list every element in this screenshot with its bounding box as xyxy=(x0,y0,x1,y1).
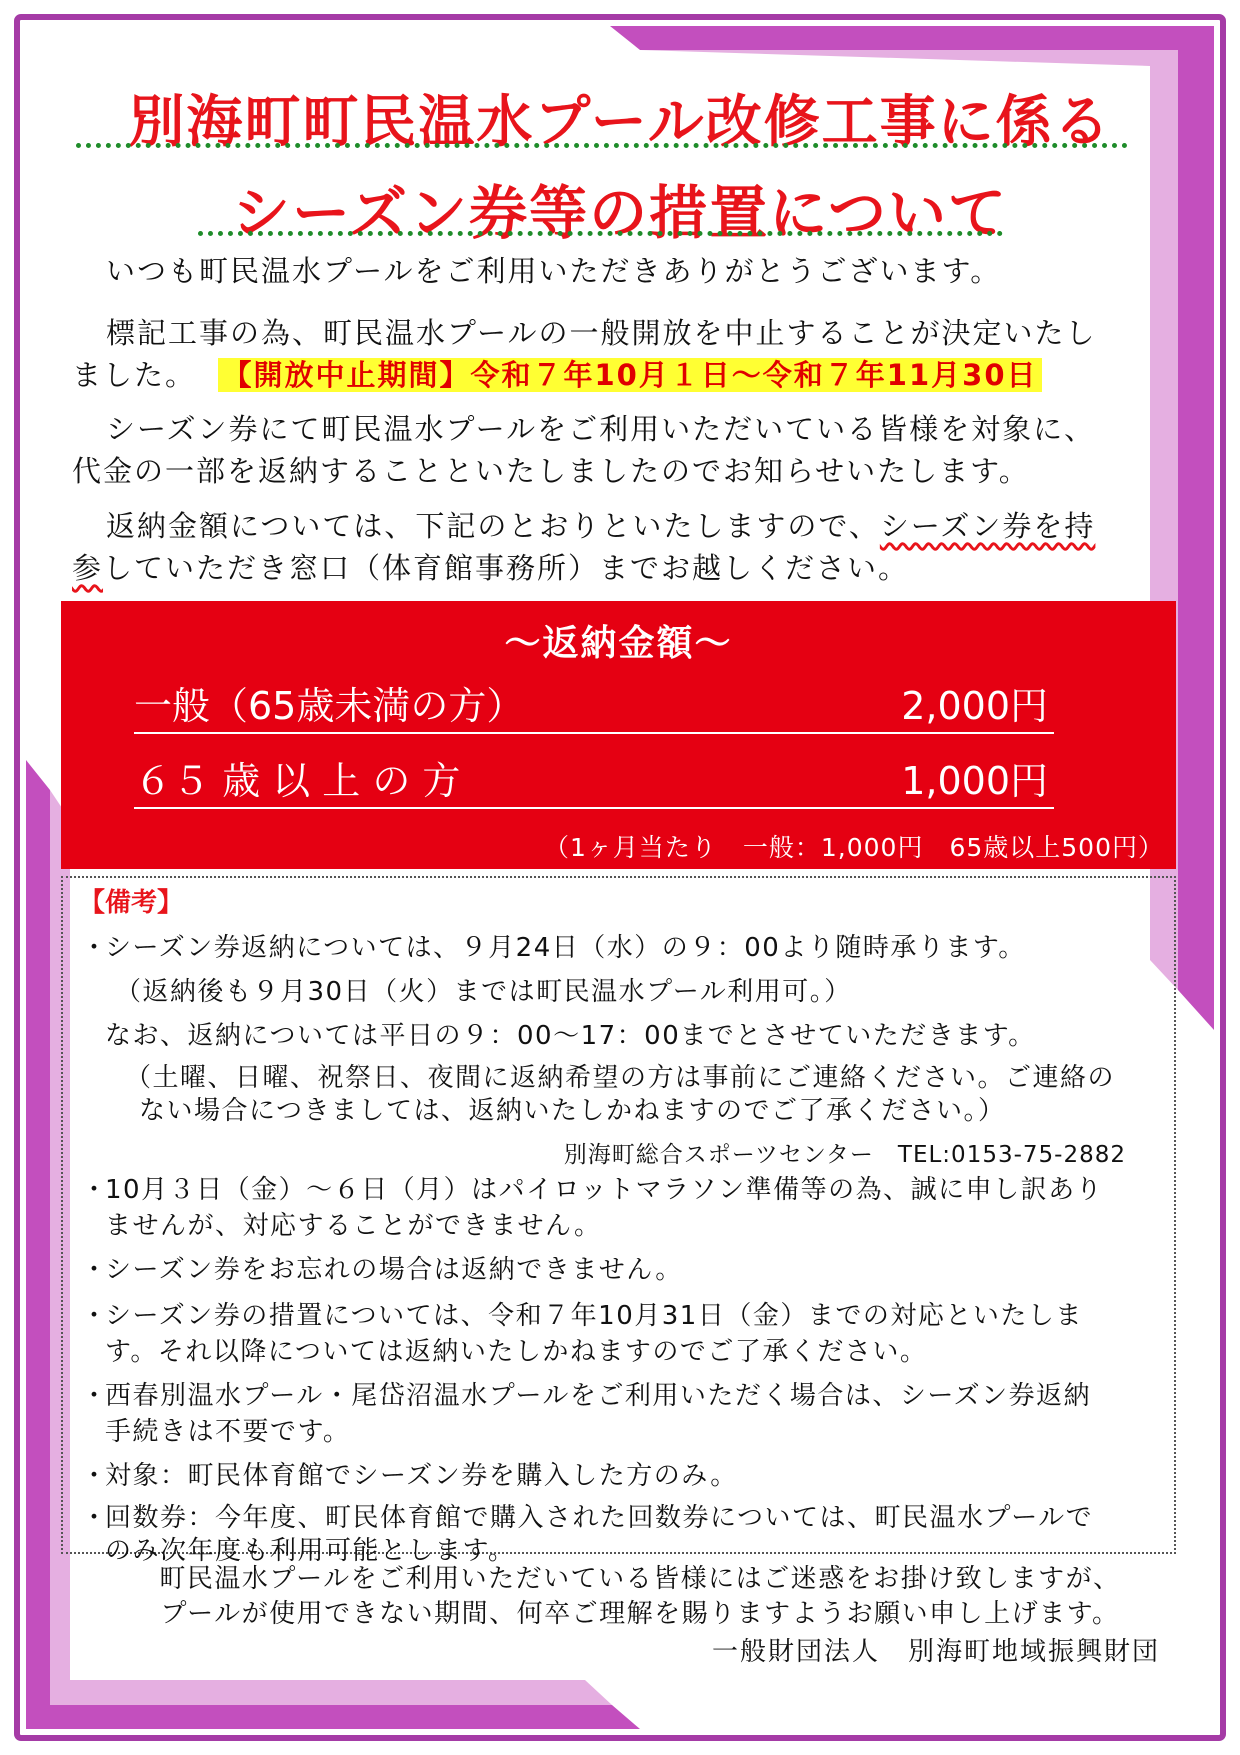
refund-row-general xyxy=(134,680,1054,734)
remark-item-other-pools: ・西春別温水プール・尾岱沼温水プールをご利用いただく場合は、シーズン券返納 手続きは不要です。 xyxy=(81,1381,1092,1447)
remark-item-deadline: ・シーズン券の措置については、令和７年10月31日（金）までの対応といたしま す。それ以降については返納いたしかねますのでご了承ください。 xyxy=(81,1301,1083,1367)
refund-row-label: 一般（65歳未満の方） xyxy=(134,684,525,728)
closure-paragraph: 標記工事の為、町民温水プールの一般開放を中止することが決定いたし ました。 【開放中止期間】令和７年10月１日～令和７年11月30日 xyxy=(72,316,1097,392)
remark-item-refund-start: ・シーズン券返納については、９月24日（水）の９：00より随時承ります。 xyxy=(81,933,1026,963)
closure-period-highlight: 【開放中止期間】令和７年10月１日～令和７年11月30日 xyxy=(218,358,1041,392)
remarks-box xyxy=(61,876,1176,1566)
organization-signature: 一般財団法人 別海町地域振興財団 xyxy=(711,1637,1160,1667)
greeting-paragraph: いつも町民温水プールをご利用いただきありがとうございます。 xyxy=(106,254,1002,288)
contact-info: 別海町総合スポーツセンター TEL:0153-75-2882 xyxy=(563,1142,1126,1168)
remark-item-marathon: ・10月３日（金）～６日（月）はパイロットマラソン準備等の為、誠に申し訳あり ませんが、対応することができません。 xyxy=(81,1175,1104,1241)
remark-sub-hours: なお、返納については平日の９：00～17：00までとさせていただきます。 xyxy=(105,1021,1036,1051)
remark-sub-contact-request: （土曜、日曜、祝祭日、夜間に返納希望の方は事前にご連絡ください。ご連絡の ない場合につきましては、返納いたしかねますのでご了承ください。） xyxy=(125,1063,1116,1126)
closing-message: 町民温水プールをご利用いただいている皆様にはご迷惑をお掛け致しますが、 プールが使用できない期間、何卒ご理解を賜りますようお願い申し上げます。 xyxy=(159,1564,1121,1629)
remark-item-eligibility: ・対象：町民体育館でシーズン券を購入した方のみ。 xyxy=(81,1461,738,1491)
title-underline-1 xyxy=(76,143,1128,148)
refund-row-senior xyxy=(134,755,1054,809)
remark-item-coupon: ・回数券：今年度、町民体育館で購入された回数券については、町民温水プールで のみ次年度も利用可能とします。 xyxy=(81,1503,1094,1566)
refund-row-amount: 2,000円 xyxy=(901,684,1048,728)
remark-sub-pool-use: （返納後も９月30日（火）までは町民温水プール利用可。） xyxy=(115,977,852,1007)
page-title-line2: シーズン券等の措置について xyxy=(232,179,1008,247)
refund-intro-paragraph: シーズン券にて町民温水プールをご利用いただいている皆様を対象に、 代金の一部を返納することといたしましたのでお知らせいたします。 xyxy=(72,412,1096,488)
refund-row-label: ６５ 歳 以 上 の 方 xyxy=(134,759,461,803)
page-title-line1: 別海町町民温水プール改修工事に係る xyxy=(128,90,1112,155)
refund-row-amount: 1,000円 xyxy=(901,759,1048,803)
refund-instruction-paragraph: 返納金額については、下記のとおりといたしますので、シーズン券を持 参していただき窓口（体育館事務所）までお越しください。 xyxy=(72,509,1096,585)
refund-box-title: ～返納金額～ xyxy=(504,623,733,664)
refund-monthly-note: （1ヶ月当たり 一般：1,000円 65歳以上500円） xyxy=(543,833,1164,862)
remarks-heading: 【備考】 xyxy=(79,888,184,918)
remark-item-forgot-ticket: ・シーズン券をお忘れの場合は返納できません。 xyxy=(81,1255,683,1285)
title-underline-2 xyxy=(198,231,1003,236)
